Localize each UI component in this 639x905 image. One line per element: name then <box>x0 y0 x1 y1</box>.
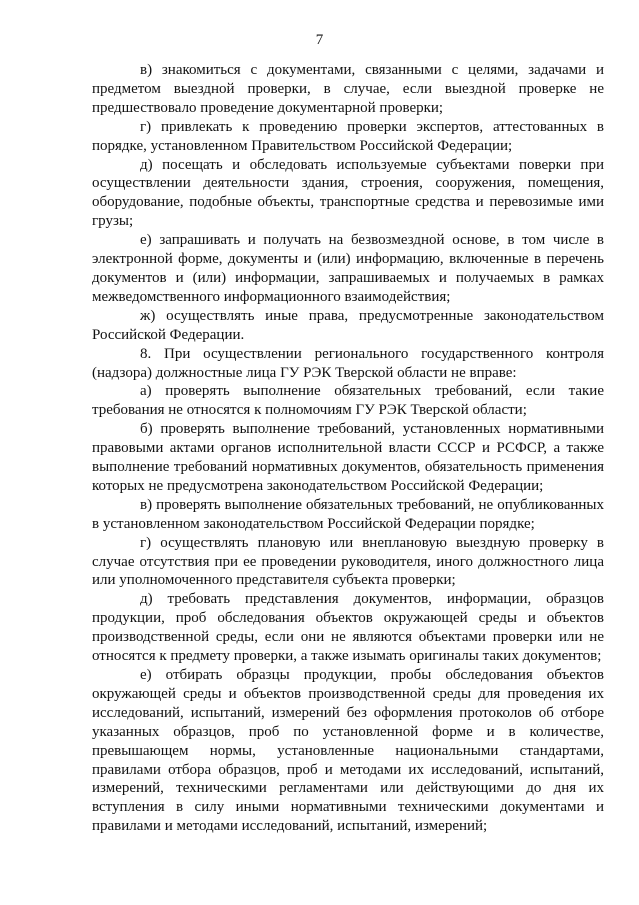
paragraph-g-experts: г) привлекать к проведению проверки экспертов, аттестованных в порядке, установленном Правительством Российской Федерации; <box>92 118 604 154</box>
paragraph-b-ussr-acts: б) проверять выполнение требований, установленных нормативными правовыми актами органов исполнительной власти СССР и РСФСР, а также выполнение требований нормативных документов, обязательность применения которых не предусмотрена законодательством Российской Федерации; <box>92 421 604 494</box>
paragraph-a-check-requirements: а) проверять выполнение обязательных требований, если такие требования не относятся к полномочиям ГУ РЭК Тверской области; <box>92 383 604 419</box>
paragraph-zh-other-rights: ж) осуществлять иные права, предусмотренные законодательством Российской Федерации. <box>92 307 604 343</box>
document-body <box>92 61 604 836</box>
paragraph-v-unpublished: в) проверять выполнение обязательных требований, не опубликованных в установленном законодательством Российской Федерации порядке; <box>92 496 604 532</box>
paragraph-d-demand-documents: д) требовать представления документов, информации, образцов продукции, проб обследования объектов окружающей среды и объектов производственной среды, если они не являются объектами проверки или не относятся к предмету проверки, а также изымать оригиналы таких документов; <box>92 591 604 665</box>
paragraph-e-sampling: е) отбирать образцы продукции, пробы обследования объектов окружающей среды и объектов производственной среды для проведения их исследований, испытаний, измерений без оформления протоколов об отборе указанных образцов, проб по установленной форме и в количестве, превышающем нормы, установленные национальными стандартами, правилами отбора образцов, проб и методами их исследований, испытаний, измерений, техническими регламентами или действующими до дня их вступления в силу иными нормативными техническими документами и правилами и методами исследований, испытаний, измерений; <box>92 667 604 835</box>
paragraph-g-absence-inspection: г) осуществлять плановую или внеплановую выездную проверку в случае отсутствия при ее проведении руководителя, иного должностного лица или уполномоченного представителя субъекта проверки; <box>92 534 604 589</box>
paragraph-d-inspect-premises: д) посещать и обследовать используемые субъектами поверки при осуществлении деятельности здания, строения, сооружения, помещения, оборудование, подобные объекты, транспортные средства и перевозимые ими грузы; <box>92 156 604 230</box>
paragraph-8-prohibitions: 8. При осуществлении регионального государственного контроля (надзора) должностные лица ГУ РЭК Тверской области не вправе: <box>92 345 604 381</box>
paragraph-e-request-documents: е) запрашивать и получать на безвозмездной основе, в том числе в электронной форме, документы и (или) информацию, включенные в перечень документов и (или) информации, запрашиваемых и получаемых в рамках межведомственного информационного взаимодействия; <box>92 232 604 305</box>
paragraph-v-familiarize: в) знакомиться с документами, связанными с целями, задачами и предметом выездной проверки, в случае, если выездной проверке не предшествовало проведение документарной проверки; <box>92 62 604 116</box>
page-number: 7 <box>315 32 324 48</box>
